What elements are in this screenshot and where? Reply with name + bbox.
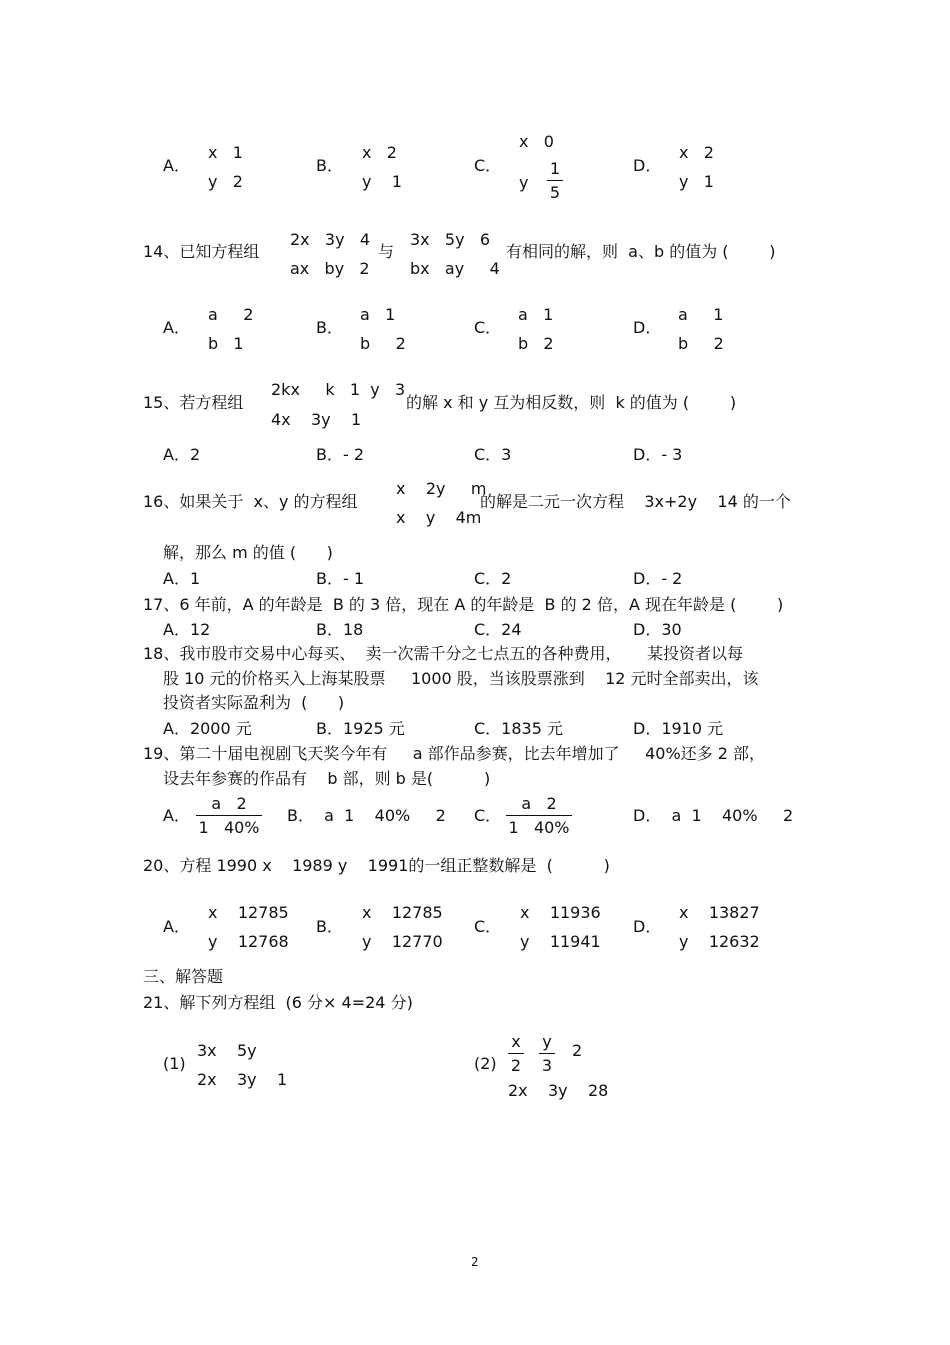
q21-part1-line1: 3x 5y: [197, 1041, 257, 1060]
q13-option-b-line2: y 1: [362, 172, 402, 191]
q15-option-d: D．- 3: [633, 445, 683, 464]
q19-option-a-fraction: [196, 796, 262, 836]
q14-system2-line1: 3x 5y 6: [410, 230, 490, 249]
q13-option-c-denominator: 5: [549, 183, 561, 202]
q14-suffix: 有相同的解，则 a、b 的值为 ( ): [506, 242, 776, 261]
page-number: 2: [471, 1255, 479, 1269]
q15-system-line2: 4x 3y 1: [271, 410, 362, 429]
q19-line2: 设去年参赛的作品有 b 部，则 b 是( ): [163, 769, 491, 788]
q14-option-b-line1: a 1: [360, 305, 396, 324]
q19-option-d: D． a 1 40% 2: [633, 806, 794, 825]
q21-part2-rhs: 2: [572, 1041, 583, 1060]
q13-option-b-label: B．: [316, 156, 343, 175]
q17-option-a: A．12: [163, 620, 211, 639]
q13-option-d-label: D．: [633, 156, 662, 175]
q15-prefix: 15、若方程组: [143, 393, 244, 412]
q13-option-b-line1: x 2: [362, 143, 397, 162]
q14-option-a-label: A．: [163, 318, 190, 337]
q15-option-b: B．- 2: [316, 445, 365, 464]
q19-option-a-numerator: a 2: [211, 794, 247, 813]
q16-system-line2: x y 4m: [396, 508, 482, 527]
q18-option-d: D．1910 元: [633, 719, 724, 738]
q16-system-line1: x 2y m: [396, 479, 487, 498]
q21-text: 21、解下列方程组 (6 分× 4=24 分): [143, 993, 413, 1012]
q14-option-a-line1: a 2: [208, 305, 254, 324]
q20-text: 20、方程 1990 x 1989 y 1991的一组正整数解是 ( ): [143, 856, 610, 875]
q19-option-a-label: A．: [163, 806, 190, 825]
q14-option-a-line2: b 1: [208, 334, 244, 353]
q18-line1: 18、我市股市交易中心每买、 卖一次需千分之七点五的各种费用， 某投资者以每: [143, 644, 743, 663]
q16-option-d: D．- 2: [633, 569, 683, 588]
q21-part2-x-fraction: [508, 1034, 524, 1074]
q17-option-d: D．30: [633, 620, 682, 639]
q16-line2: 解，那么 m 的值 ( ): [163, 543, 333, 562]
q18-line2: 股 10 元的价格买入上海某股票 1000 股，当该股票涨到 12 元时全部卖出，该: [163, 669, 759, 688]
q21-part2-y-fraction: [539, 1034, 555, 1074]
q13-option-c-label: C．: [474, 156, 502, 175]
q17-option-c: C．24: [474, 620, 522, 639]
q19-line1: 19、第二十届电视剧飞天奖今年有 a 部作品参赛，比去年增加了 40%还多 2 部，: [143, 744, 766, 763]
q21-part2-x-numerator: x: [511, 1032, 521, 1051]
q13-option-a-label: A．: [163, 156, 190, 175]
q17-option-b: B．18: [316, 620, 364, 639]
q14-system2-line2: bx ay 4: [410, 259, 500, 278]
q13-option-d-line1: x 2: [679, 143, 714, 162]
q20-option-b-label: B．: [316, 917, 343, 936]
q18-option-a: A．2000 元: [163, 719, 252, 738]
q15-option-c: C．3: [474, 445, 512, 464]
q21-part2-label: (2): [474, 1054, 497, 1073]
q14-option-b-line2: b 2: [360, 334, 406, 353]
q20-option-a-line2: y 12768: [208, 932, 289, 951]
q13-option-c-line1: x 0: [519, 132, 554, 151]
q17-text: 17、6 年前，A 的年龄是 B 的 3 倍，现在 A 的年龄是 B 的 2 倍，A 现在年龄是 ( ): [143, 595, 784, 614]
q14-system1-line2: ax by 2: [290, 259, 370, 278]
q13-option-c-fraction: [547, 161, 563, 201]
q20-option-d-line2: y 12632: [679, 932, 760, 951]
q18-option-c: C．1835 元: [474, 719, 563, 738]
q20-option-a-line1: x 12785: [208, 903, 289, 922]
q13-option-a-line1: x 1: [208, 143, 243, 162]
q21-part1-line2: 2x 3y 1: [197, 1070, 288, 1089]
q14-option-c-label: C．: [474, 318, 502, 337]
q20-option-b-line1: x 12785: [362, 903, 443, 922]
q13-option-d-line2: y 1: [679, 172, 714, 191]
q19-option-c-denominator: 1 40%: [508, 818, 570, 837]
q21-part2-y-numerator: y: [542, 1032, 552, 1051]
q16-option-b: B．- 1: [316, 569, 365, 588]
q13-option-c-line2: y: [519, 173, 529, 192]
q18-line3: 投资者实际盈利为 ( ): [163, 693, 345, 712]
q19-option-c-fraction: [506, 796, 572, 836]
q20-option-c-line1: x 11936: [520, 903, 601, 922]
section-heading: 三、解答题: [143, 967, 224, 986]
q15-suffix: 的解 x 和 y 互为相反数，则 k 的值为 ( ): [406, 393, 737, 412]
q14-option-d-label: D．: [633, 318, 662, 337]
q20-option-c-line2: y 11941: [520, 932, 601, 951]
q14-connector: 与: [378, 242, 395, 261]
q15-option-a: A．2: [163, 445, 201, 464]
q16-prefix: 16、如果关于 x、y 的方程组: [143, 492, 358, 511]
q15-system-line1: 2kx k 1 y 3: [271, 380, 406, 399]
q18-option-b: B．1925 元: [316, 719, 405, 738]
q20-option-b-line2: y 12770: [362, 932, 443, 951]
q20-option-a-label: A．: [163, 917, 190, 936]
q19-option-c-numerator: a 2: [521, 794, 557, 813]
q16-suffix: 的解是二元一次方程 3x+2y 14 的一个: [480, 492, 791, 511]
q14-option-d-line2: b 2: [678, 334, 724, 353]
q20-option-d-label: D．: [633, 917, 662, 936]
q21-part1-label: (1): [163, 1054, 186, 1073]
q21-part2-y-denominator: 3: [541, 1056, 553, 1075]
q20-option-c-label: C．: [474, 917, 502, 936]
q16-option-a: A．1: [163, 569, 201, 588]
q14-option-b-label: B．: [316, 318, 343, 337]
q19-option-a-denominator: 1 40%: [198, 818, 260, 837]
q19-option-c-label: C．: [474, 806, 502, 825]
q21-part2-line2: 2x 3y 28: [508, 1081, 609, 1100]
q21-part2-x-denominator: 2: [510, 1056, 522, 1075]
q14-option-c-line2: b 2: [518, 334, 554, 353]
q16-option-c: C．2: [474, 569, 512, 588]
q14-option-c-line1: a 1: [518, 305, 554, 324]
q13-option-c-numerator: 1: [549, 159, 561, 178]
q14-option-d-line1: a 1: [678, 305, 724, 324]
q13-option-a-line2: y 2: [208, 172, 243, 191]
q19-option-b: B． a 1 40% 2: [287, 806, 446, 825]
q14-system1-line1: 2x 3y 4: [290, 230, 370, 249]
q14-prefix: 14、已知方程组: [143, 242, 260, 261]
q20-option-d-line1: x 13827: [679, 903, 760, 922]
